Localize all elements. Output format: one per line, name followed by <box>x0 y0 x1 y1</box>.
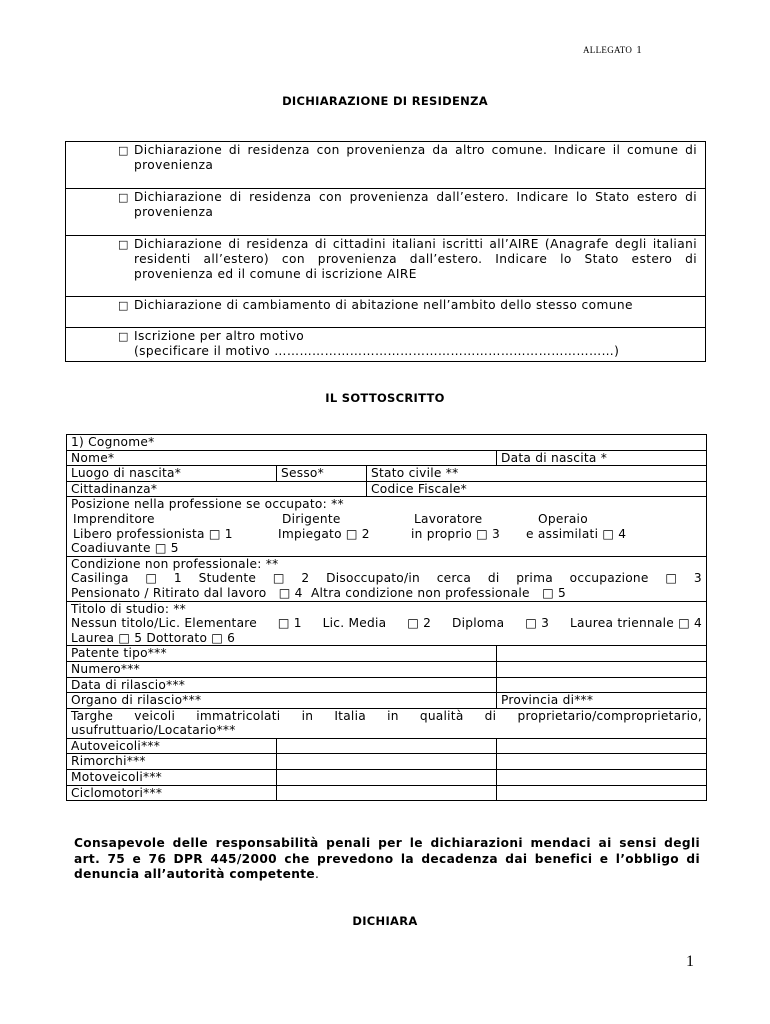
condizione-section <box>67 556 707 601</box>
checkbox[interactable]: □ <box>118 238 129 251</box>
ciclomotori-value-2[interactable] <box>497 785 707 801</box>
page-number: 1 <box>686 953 694 970</box>
option-label: di <box>487 571 500 586</box>
titolo-title: Titolo di studio: ** <box>71 601 187 616</box>
dichiara-heading: DICHIARA <box>352 914 418 928</box>
option-checkbox[interactable]: e assimilati □ 4 <box>526 526 627 541</box>
autoveicoli-value[interactable] <box>277 738 497 754</box>
rimorchi-field[interactable]: Rimorchi*** <box>67 754 277 770</box>
cognome-field[interactable]: 1) Cognome* <box>67 435 707 451</box>
cittadinanza-field[interactable]: Cittadinanza* <box>67 481 367 497</box>
motoveicoli-field[interactable]: Motoveicoli*** <box>67 770 277 786</box>
option-number: 2 <box>301 571 310 586</box>
option-checkbox[interactable]: Libero professionista □ 1 <box>73 526 233 541</box>
titolo-row <box>71 616 702 631</box>
posizione-title: Posizione nella professione se occupato: ** <box>71 497 344 512</box>
option-label: Nessun titolo/Lic. Elementare <box>71 616 258 631</box>
rimorchi-value-2[interactable] <box>497 754 707 770</box>
option-checkbox[interactable]: Impiegato □ 2 <box>278 526 370 541</box>
data-rilascio-value[interactable] <box>497 677 707 693</box>
option-label: Pensionato / Ritirato dal lavoro <box>71 585 267 600</box>
checkbox[interactable]: □ <box>118 191 129 204</box>
stato-civile-field[interactable]: Stato civile ** <box>367 466 707 482</box>
condizione-row <box>71 571 702 586</box>
ciclomotori-field[interactable]: Ciclomotori*** <box>67 785 277 801</box>
checkbox[interactable]: □ <box>665 571 678 586</box>
option-label: prima <box>516 571 553 586</box>
consapevole-period: . <box>315 867 320 882</box>
option-row <box>66 142 706 189</box>
checkbox[interactable]: □ <box>272 571 285 586</box>
organo-rilascio-field[interactable]: Organo di rilascio*** <box>67 693 497 709</box>
option-text: Dichiarazione di residenza di cittadini italiani iscritti all’AIRE (Anagrafe degli italiani residenti all’estero) con provenienza dall’estero. Indicare lo Stato estero di provenienza ed il comune di iscrizione AIRE <box>134 237 697 281</box>
autoveicoli-value-2[interactable] <box>497 738 707 754</box>
checkbox[interactable]: □ <box>145 571 158 586</box>
targhe-line: usufruttuario/Locatario*** <box>71 723 236 738</box>
option-checkbox[interactable]: □ 2 <box>407 616 432 631</box>
option-label: Diploma <box>451 616 505 631</box>
declaration-type-table <box>65 141 706 362</box>
option-row <box>66 189 706 236</box>
nome-field[interactable]: Nome* <box>67 450 497 466</box>
rimorchi-value[interactable] <box>277 754 497 770</box>
option-checkbox[interactable]: Laurea triennale □ 4 <box>570 616 703 631</box>
numero-field[interactable]: Numero*** <box>67 661 497 677</box>
checkbox[interactable]: □ <box>118 330 129 343</box>
checkbox[interactable]: □ <box>118 299 129 312</box>
posizione-professione-section <box>67 497 707 556</box>
option-checkbox[interactable]: in proprio □ 3 <box>411 526 501 541</box>
option-detail: (specificare il motivo ………………………………………………………………………) <box>134 344 620 358</box>
autoveicoli-field[interactable]: Autoveicoli*** <box>67 738 277 754</box>
personal-data-table <box>66 434 707 801</box>
numero-value[interactable] <box>497 661 707 677</box>
option-label: Lic. Media <box>322 616 387 631</box>
option-checkbox[interactable]: Laurea □ 5 Dottorato □ 6 <box>71 630 236 645</box>
checkbox[interactable]: □ <box>118 144 129 157</box>
option-checkbox[interactable]: □ 4 <box>278 585 303 600</box>
option-text: Dichiarazione di cambiamento di abitazione nell’ambito dello stesso comune <box>134 298 633 312</box>
targhe-veicoli-section <box>67 708 707 738</box>
option-label: Operaio <box>538 511 588 526</box>
option-text: Dichiarazione di residenza con provenienza da altro comune. Indicare il comune di provenienza <box>134 143 697 172</box>
option-checkbox[interactable]: Coadiuvante □ 5 <box>71 541 179 556</box>
option-label: Disoccupato/in <box>326 571 420 586</box>
ciclomotori-value[interactable] <box>277 785 497 801</box>
sottoscritto-heading: IL SOTTOSCRITTO <box>325 391 445 405</box>
option-row <box>66 236 706 297</box>
targhe-line: Targhe veicoli immatricolati in Italia in qualità di proprietario/comproprietario, <box>71 708 703 723</box>
sesso-field[interactable]: Sesso* <box>277 466 367 482</box>
titolo-studio-section <box>67 601 707 646</box>
page-title: DICHIARAZIONE DI RESIDENZA <box>282 94 488 108</box>
option-row <box>66 328 706 362</box>
option-label: occupazione <box>569 571 649 586</box>
option-label: Dirigente <box>282 511 341 526</box>
option-text: Iscrizione per altro motivo <box>134 329 305 343</box>
option-label: Lavoratore <box>414 511 483 526</box>
motoveicoli-value-2[interactable] <box>497 770 707 786</box>
option-label: Casilinga <box>71 571 129 586</box>
option-label: Altra condizione non professionale <box>310 585 530 600</box>
luogo-nascita-field[interactable]: Luogo di nascita* <box>67 466 277 482</box>
data-rilascio-field[interactable]: Data di rilascio*** <box>67 677 497 693</box>
motoveicoli-value[interactable] <box>277 770 497 786</box>
option-checkbox[interactable]: □ 5 <box>542 585 567 600</box>
data-nascita-field[interactable]: Data di nascita * <box>497 450 707 466</box>
option-number: 1 <box>173 571 182 586</box>
condizione-title: Condizione non professionale: ** <box>71 556 279 571</box>
codice-fiscale-field[interactable]: Codice Fiscale* <box>367 481 707 497</box>
option-checkbox[interactable]: □ 1 <box>277 616 302 631</box>
option-checkbox[interactable]: □ 3 <box>525 616 550 631</box>
option-row <box>66 297 706 328</box>
option-label: cerca <box>436 571 472 586</box>
allegato-text: ALLEGATO <box>583 45 633 55</box>
option-number: 3 <box>693 571 702 586</box>
provincia-field[interactable]: Provincia di*** <box>497 693 707 709</box>
consapevole-text: Consapevole delle responsabilità penali per le dichiarazioni mendaci ai sensi degli art. 75 e 76 DPR 445/2000 che prevedono la decadenza dai benefici e l’obbligo di denuncia all’autorità competente <box>74 836 700 882</box>
allegato-label <box>583 44 642 56</box>
option-text: Dichiarazione di residenza con provenienza dall’estero. Indicare lo Stato estero di provenienza <box>134 190 697 219</box>
option-label: Studente <box>198 571 257 586</box>
patente-tipo-field[interactable]: Patente tipo*** <box>67 646 497 662</box>
consapevole-paragraph <box>74 836 700 883</box>
option-label: Imprenditore <box>73 511 155 526</box>
patente-tipo-value[interactable] <box>497 646 707 662</box>
allegato-number: 1 <box>636 44 643 56</box>
